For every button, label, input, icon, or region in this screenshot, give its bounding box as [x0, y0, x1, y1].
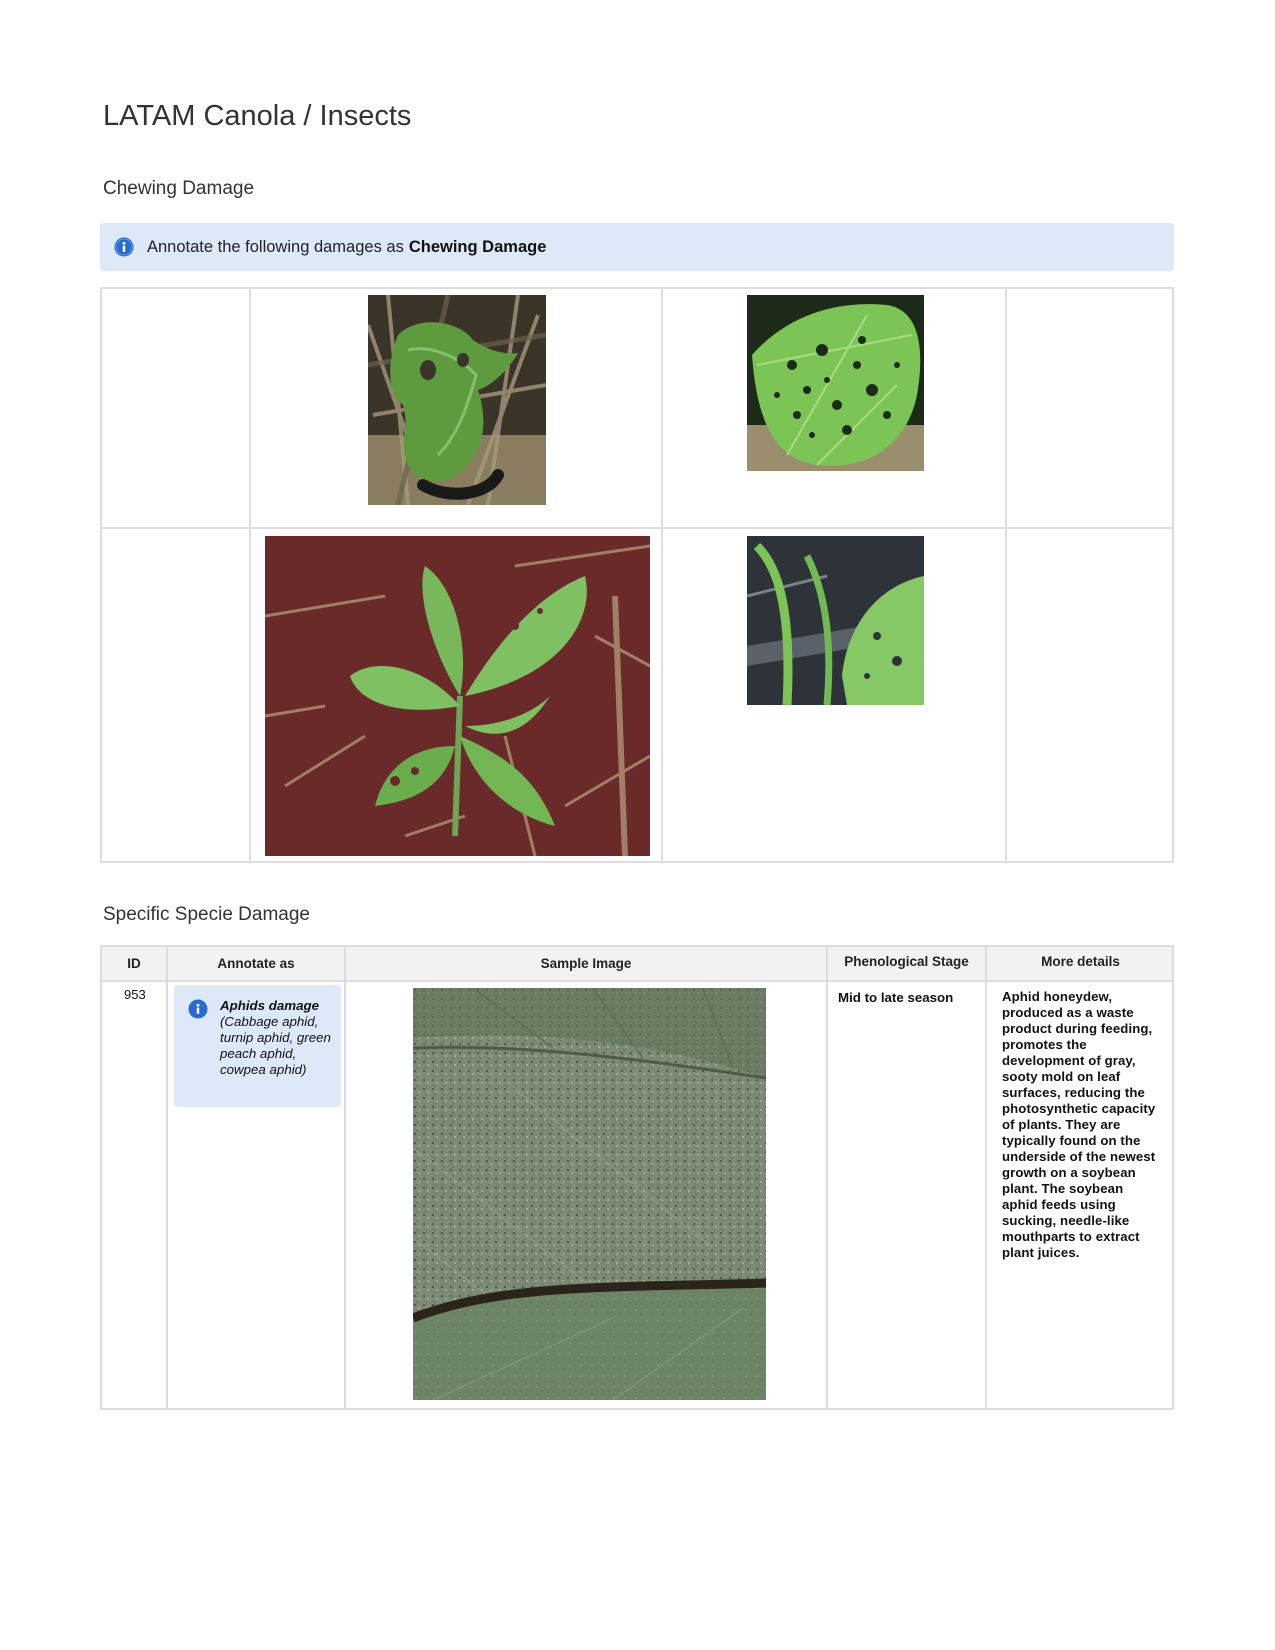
- header-more-details: More details: [1041, 954, 1120, 969]
- header-annotate-as: Annotate as: [217, 956, 295, 971]
- sample-image-aphid-leaf: [413, 988, 766, 1400]
- chewing-damage-photo-2: [747, 295, 924, 471]
- chewing-damage-photo-4: [747, 536, 924, 705]
- more-details: Aphid honeydew, produced as a waste product during feeding, promotes the development of gray, sooty mold on leaf surfaces, reducing the photosynthetic capacity of plants. They are typically found on the underside of the newest growth on a soybean plant. The soybean aphid feeds using sucking, needle-like mouthparts to extract plant juices.: [1002, 989, 1156, 1260]
- section-title-chewing: Chewing Damage: [103, 178, 255, 199]
- chewing-info-callout: [100, 223, 1174, 271]
- section-title-specific: Specific Specie Damage: [103, 904, 310, 925]
- chewing-damage-photo-1: [368, 295, 546, 505]
- header-id: ID: [127, 956, 141, 971]
- annotate-species: (Cabbage aphid, turnip aphid, green peach aphid, cowpea aphid): [220, 1014, 331, 1077]
- annotate-as-callout: [174, 985, 341, 1107]
- page-title: LATAM Canola / Insects: [103, 100, 412, 132]
- chewing-damage-photo-3: [265, 536, 650, 856]
- specific-species-table: [100, 945, 1174, 1410]
- info-icon: [188, 999, 208, 1019]
- annotate-name: Aphids damage: [220, 998, 320, 1013]
- row-id: 953: [124, 987, 146, 1002]
- header-sample-image: Sample Image: [540, 956, 632, 971]
- phenological-stage: Mid to late season: [838, 990, 954, 1005]
- info-text-bold: Chewing Damage: [408, 237, 547, 256]
- info-icon: [114, 237, 134, 257]
- chewing-damage-grid: [100, 287, 1174, 863]
- header-phenological-stage: Phenological Stage: [844, 954, 969, 969]
- info-text: Annotate the following damages as: [147, 237, 404, 256]
